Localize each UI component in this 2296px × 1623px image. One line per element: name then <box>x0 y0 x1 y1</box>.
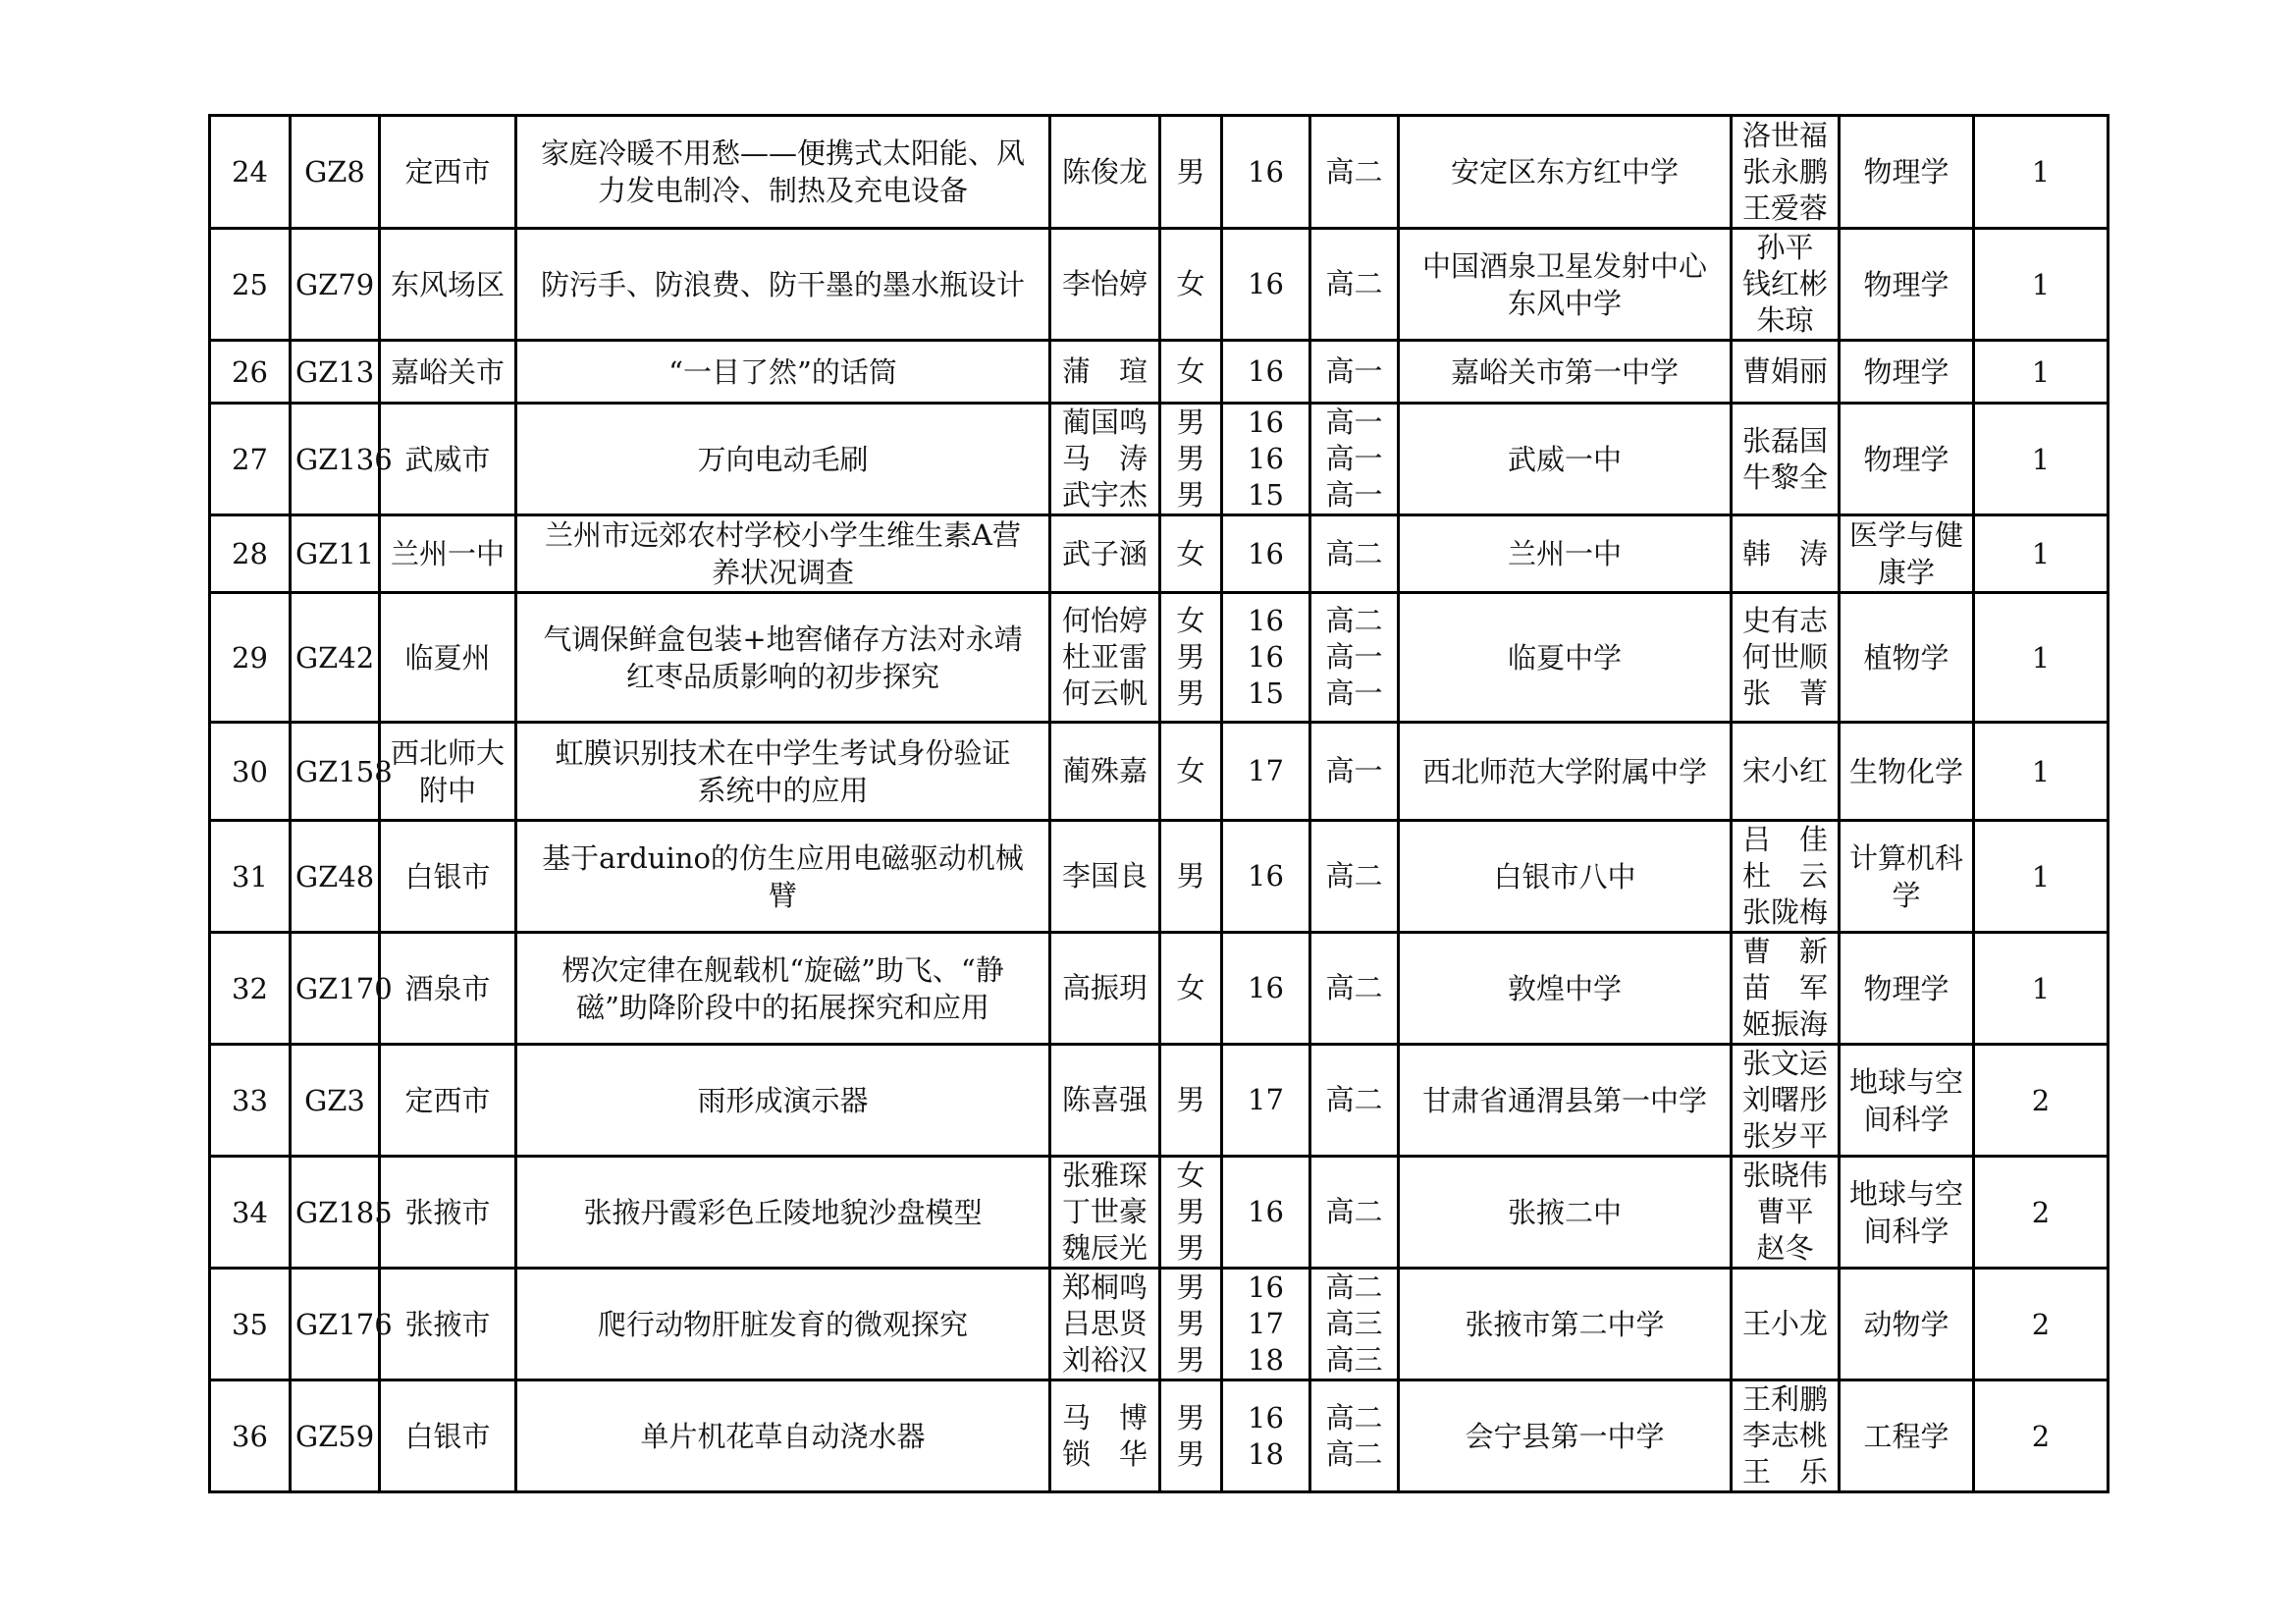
table-row <box>210 515 2109 593</box>
row-number-cell: 34 <box>210 1157 291 1269</box>
table-row <box>210 593 2109 723</box>
project-title-cell: 雨形成演示器 <box>516 1045 1050 1157</box>
teacher-cell: 张文运 刘曙彤 张岁平 <box>1732 1045 1840 1157</box>
table-row <box>210 116 2109 229</box>
region-cell: 东风场区 <box>380 229 516 341</box>
discipline-cell: 计算机科 学 <box>1840 821 1974 933</box>
row-number-cell: 27 <box>210 404 291 515</box>
award-level-cell: 2 <box>1974 1380 2109 1492</box>
region-cell: 定西市 <box>380 1045 516 1157</box>
award-level-cell: 1 <box>1974 229 2109 341</box>
gender-cell: 女 <box>1160 341 1222 404</box>
region-cell: 张掖市 <box>380 1269 516 1380</box>
student-name-cell: 张雅琛 丁世豪 魏辰光 <box>1050 1157 1160 1269</box>
teacher-cell: 韩 涛 <box>1732 515 1840 593</box>
student-name-cell: 陈俊龙 <box>1050 116 1160 229</box>
region-cell: 定西市 <box>380 116 516 229</box>
grade-cell: 高二 <box>1310 515 1399 593</box>
teacher-cell: 王小龙 <box>1732 1269 1840 1380</box>
grade-cell: 高二 <box>1310 933 1399 1045</box>
grade-cell: 高二 <box>1310 229 1399 341</box>
row-number-cell: 33 <box>210 1045 291 1157</box>
project-title-cell: 楞次定律在舰载机“旋磁”助飞、“静 磁”助降阶段中的拓展探究和应用 <box>516 933 1050 1045</box>
student-name-cell: 李国良 <box>1050 821 1160 933</box>
discipline-cell: 植物学 <box>1840 593 1974 723</box>
grade-cell: 高二 <box>1310 1157 1399 1269</box>
award-level-cell: 1 <box>1974 341 2109 404</box>
gender-cell: 女 男 男 <box>1160 593 1222 723</box>
discipline-cell: 医学与健 康学 <box>1840 515 1974 593</box>
gender-cell: 男 男 男 <box>1160 1269 1222 1380</box>
project-title-cell: 万向电动毛刷 <box>516 404 1050 515</box>
school-cell: 甘肃省通渭县第一中学 <box>1399 1045 1732 1157</box>
teacher-cell: 张晓伟 曹平 赵冬 <box>1732 1157 1840 1269</box>
table-row <box>210 341 2109 404</box>
age-cell: 16 <box>1222 515 1310 593</box>
project-title-cell: 防污手、防浪费、防干墨的墨水瓶设计 <box>516 229 1050 341</box>
award-level-cell: 1 <box>1974 404 2109 515</box>
teacher-cell: 曹娟丽 <box>1732 341 1840 404</box>
project-code-cell: GZ11 <box>291 515 380 593</box>
grade-cell: 高二 高三 高三 <box>1310 1269 1399 1380</box>
age-cell: 16 18 <box>1222 1380 1310 1492</box>
teacher-cell: 吕 佳 杜 云 张陇梅 <box>1732 821 1840 933</box>
discipline-cell: 物理学 <box>1840 229 1974 341</box>
grade-cell: 高二 高二 <box>1310 1380 1399 1492</box>
project-code-cell: GZ42 <box>291 593 380 723</box>
row-number-cell: 32 <box>210 933 291 1045</box>
age-cell: 16 <box>1222 229 1310 341</box>
student-name-cell: 李怡婷 <box>1050 229 1160 341</box>
row-number-cell: 24 <box>210 116 291 229</box>
row-number-cell: 25 <box>210 229 291 341</box>
award-level-cell: 1 <box>1974 593 2109 723</box>
discipline-cell: 地球与空 间科学 <box>1840 1045 1974 1157</box>
project-title-cell: 气调保鲜盒包装+地窖储存方法对永靖 红枣品质影响的初步探究 <box>516 593 1050 723</box>
school-cell: 西北师范大学附属中学 <box>1399 723 1732 821</box>
project-code-cell: GZ8 <box>291 116 380 229</box>
age-cell: 16 16 15 <box>1222 593 1310 723</box>
school-cell: 张掖市第二中学 <box>1399 1269 1732 1380</box>
gender-cell: 男 <box>1160 116 1222 229</box>
project-code-cell: GZ79 <box>291 229 380 341</box>
region-cell: 临夏州 <box>380 593 516 723</box>
row-number-cell: 31 <box>210 821 291 933</box>
school-cell: 白银市八中 <box>1399 821 1732 933</box>
project-code-cell: GZ158 <box>291 723 380 821</box>
grade-cell: 高二 <box>1310 116 1399 229</box>
project-title-cell: 张掖丹霞彩色丘陵地貌沙盘模型 <box>516 1157 1050 1269</box>
award-level-cell: 1 <box>1974 515 2109 593</box>
age-cell: 16 16 15 <box>1222 404 1310 515</box>
award-level-cell: 2 <box>1974 1157 2109 1269</box>
school-cell: 武威一中 <box>1399 404 1732 515</box>
project-code-cell: GZ176 <box>291 1269 380 1380</box>
grade-cell: 高二 <box>1310 1045 1399 1157</box>
age-cell: 16 17 18 <box>1222 1269 1310 1380</box>
project-code-cell: GZ3 <box>291 1045 380 1157</box>
teacher-cell: 曹 新 苗 军 姬振海 <box>1732 933 1840 1045</box>
award-level-cell: 1 <box>1974 723 2109 821</box>
row-number-cell: 26 <box>210 341 291 404</box>
region-cell: 兰州一中 <box>380 515 516 593</box>
school-cell: 安定区东方红中学 <box>1399 116 1732 229</box>
table-row <box>210 723 2109 821</box>
project-code-cell: GZ170 <box>291 933 380 1045</box>
school-cell: 张掖二中 <box>1399 1157 1732 1269</box>
award-level-cell: 1 <box>1974 116 2109 229</box>
table-row <box>210 404 2109 515</box>
teacher-cell: 洛世福 张永鹏 王爱蓉 <box>1732 116 1840 229</box>
table-row <box>210 1269 2109 1380</box>
table-row <box>210 229 2109 341</box>
age-cell: 16 <box>1222 116 1310 229</box>
table-row <box>210 1157 2109 1269</box>
project-title-cell: 虹膜识别技术在中学生考试身份验证 系统中的应用 <box>516 723 1050 821</box>
project-title-cell: 兰州市远郊农村学校小学生维生素A营 养状况调查 <box>516 515 1050 593</box>
table-row <box>210 1045 2109 1157</box>
student-name-cell: 武子涵 <box>1050 515 1160 593</box>
region-cell: 白银市 <box>380 1380 516 1492</box>
school-cell: 中国酒泉卫星发射中心 东风中学 <box>1399 229 1732 341</box>
age-cell: 17 <box>1222 723 1310 821</box>
student-name-cell: 高振玥 <box>1050 933 1160 1045</box>
age-cell: 16 <box>1222 341 1310 404</box>
discipline-cell: 地球与空 间科学 <box>1840 1157 1974 1269</box>
teacher-cell: 孙平 钱红彬 朱琼 <box>1732 229 1840 341</box>
gender-cell: 女 <box>1160 229 1222 341</box>
gender-cell: 男 <box>1160 821 1222 933</box>
project-code-cell: GZ59 <box>291 1380 380 1492</box>
student-name-cell: 郑桐鸣 吕思贤 刘裕汉 <box>1050 1269 1160 1380</box>
school-cell: 嘉峪关市第一中学 <box>1399 341 1732 404</box>
teacher-cell: 宋小红 <box>1732 723 1840 821</box>
student-name-cell: 蔺殊嘉 <box>1050 723 1160 821</box>
project-title-cell: 家庭冷暖不用愁——便携式太阳能、风 力发电制冷、制热及充电设备 <box>516 116 1050 229</box>
project-code-cell: GZ185 <box>291 1157 380 1269</box>
region-cell: 白银市 <box>380 821 516 933</box>
table-row <box>210 933 2109 1045</box>
gender-cell: 男 男 <box>1160 1380 1222 1492</box>
student-name-cell: 马 博 锁 华 <box>1050 1380 1160 1492</box>
grade-cell: 高二 高一 高一 <box>1310 593 1399 723</box>
student-name-cell: 蒲 瑄 <box>1050 341 1160 404</box>
region-cell: 武威市 <box>380 404 516 515</box>
school-cell: 敦煌中学 <box>1399 933 1732 1045</box>
age-cell: 17 <box>1222 1045 1310 1157</box>
award-list-table <box>208 114 2109 1493</box>
project-code-cell: GZ13 <box>291 341 380 404</box>
school-cell: 兰州一中 <box>1399 515 1732 593</box>
row-number-cell: 29 <box>210 593 291 723</box>
discipline-cell: 动物学 <box>1840 1269 1974 1380</box>
project-title-cell: 爬行动物肝脏发育的微观探究 <box>516 1269 1050 1380</box>
discipline-cell: 生物化学 <box>1840 723 1974 821</box>
region-cell: 张掖市 <box>380 1157 516 1269</box>
discipline-cell: 工程学 <box>1840 1380 1974 1492</box>
discipline-cell: 物理学 <box>1840 404 1974 515</box>
row-number-cell: 35 <box>210 1269 291 1380</box>
age-cell: 16 <box>1222 821 1310 933</box>
school-cell: 临夏中学 <box>1399 593 1732 723</box>
project-title-cell: “一目了然”的话筒 <box>516 341 1050 404</box>
age-cell: 16 <box>1222 933 1310 1045</box>
region-cell: 酒泉市 <box>380 933 516 1045</box>
age-cell: 16 <box>1222 1157 1310 1269</box>
student-name-cell: 陈喜强 <box>1050 1045 1160 1157</box>
gender-cell: 女 男 男 <box>1160 1157 1222 1269</box>
gender-cell: 女 <box>1160 723 1222 821</box>
region-cell: 西北师大 附中 <box>380 723 516 821</box>
grade-cell: 高一 <box>1310 723 1399 821</box>
discipline-cell: 物理学 <box>1840 116 1974 229</box>
discipline-cell: 物理学 <box>1840 933 1974 1045</box>
project-title-cell: 基于arduino的仿生应用电磁驱动机械 臂 <box>516 821 1050 933</box>
gender-cell: 男 男 男 <box>1160 404 1222 515</box>
region-cell: 嘉峪关市 <box>380 341 516 404</box>
award-level-cell: 2 <box>1974 1269 2109 1380</box>
row-number-cell: 36 <box>210 1380 291 1492</box>
gender-cell: 女 <box>1160 933 1222 1045</box>
gender-cell: 男 <box>1160 1045 1222 1157</box>
row-number-cell: 28 <box>210 515 291 593</box>
award-level-cell: 1 <box>1974 821 2109 933</box>
school-cell: 会宁县第一中学 <box>1399 1380 1732 1492</box>
project-title-cell: 单片机花草自动浇水器 <box>516 1380 1050 1492</box>
table-row <box>210 1380 2109 1492</box>
teacher-cell: 王利鹏 李志桃 王 乐 <box>1732 1380 1840 1492</box>
grade-cell: 高一 <box>1310 341 1399 404</box>
teacher-cell: 史有志 何世顺 张 菁 <box>1732 593 1840 723</box>
discipline-cell: 物理学 <box>1840 341 1974 404</box>
award-level-cell: 2 <box>1974 1045 2109 1157</box>
project-code-cell: GZ136 <box>291 404 380 515</box>
award-level-cell: 1 <box>1974 933 2109 1045</box>
grade-cell: 高一 高一 高一 <box>1310 404 1399 515</box>
project-code-cell: GZ48 <box>291 821 380 933</box>
row-number-cell: 30 <box>210 723 291 821</box>
table-row <box>210 821 2109 933</box>
student-name-cell: 蔺国鸣 马 涛 武宇杰 <box>1050 404 1160 515</box>
teacher-cell: 张磊国 牛黎全 <box>1732 404 1840 515</box>
table-body <box>210 116 2109 1492</box>
grade-cell: 高二 <box>1310 821 1399 933</box>
gender-cell: 女 <box>1160 515 1222 593</box>
student-name-cell: 何怡婷 杜亚雷 何云帆 <box>1050 593 1160 723</box>
